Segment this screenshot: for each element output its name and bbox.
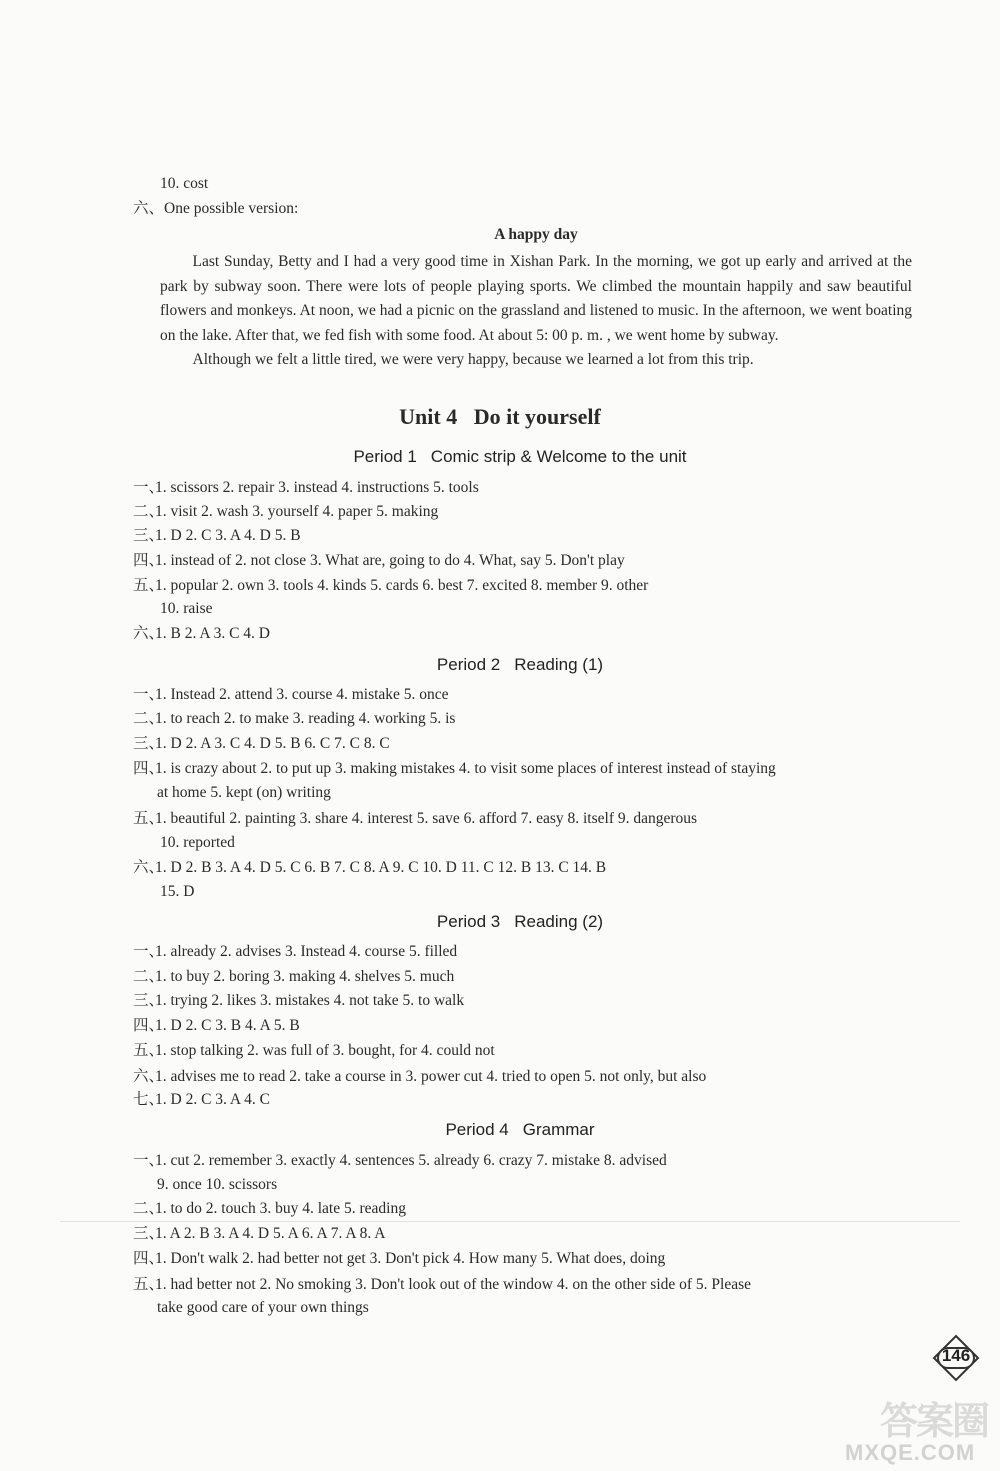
answer-text: 1. D 2. C 3. B 4. A 5. B	[155, 1017, 300, 1034]
answer-text: 1. is crazy about 2. to put up 3. making mistakes 4. to visit some places of interest instead of staying	[155, 760, 776, 777]
section-marker: 七、	[133, 1091, 165, 1108]
answer-text: 1. instead of 2. not close 3. What are, going to do 4. What, say 5. Don't play	[155, 552, 625, 569]
section-marker: 一、	[133, 1152, 165, 1169]
section-marker: 四、	[133, 1250, 165, 1267]
section-marker: 二、	[133, 503, 165, 520]
answer-text: 1. cut 2. remember 3. exactly 4. sentences 5. already 6. crazy 7. mistake 8. advised	[155, 1152, 667, 1169]
intro-text: One possible version:	[164, 200, 299, 217]
answer-text: 1. popular 2. own 3. tools 4. kinds 5. cards 6. best 7. excited 8. member 9. other	[155, 577, 649, 594]
answer-text: 10. reported	[160, 834, 235, 851]
answer-line-continued	[160, 832, 235, 854]
answer-line	[133, 1248, 665, 1270]
answer-line	[133, 501, 438, 523]
answer-line	[133, 1274, 751, 1296]
answer-text: 1. Instead 2. attend 3. course 4. mistake 5. once	[155, 686, 449, 703]
answer-line	[133, 575, 648, 597]
page-number-badge	[932, 1334, 980, 1382]
answer-line-continued	[157, 1174, 277, 1196]
answer-line	[133, 758, 776, 780]
answer-text: 1. D 2. B 3. A 4. D 5. C 6. B 7. C 8. A 9. C 10. D 11. C 12. B 13. C 14. B	[155, 859, 607, 876]
answer-line-continued	[160, 881, 194, 903]
period-name: Period 3	[436, 912, 501, 931]
answer-text: 10. raise	[160, 600, 213, 617]
watermark-logo: 答案圈	[880, 1399, 989, 1443]
answer-line	[133, 525, 301, 547]
period-title: Reading (2)	[514, 912, 604, 931]
answer-line	[133, 1015, 300, 1037]
section-marker: 一、	[133, 686, 165, 703]
section-marker: 一、	[133, 943, 165, 960]
answer-text: take good care of your own things	[157, 1299, 369, 1316]
answer-line	[133, 477, 479, 499]
section-marker: 四、	[133, 552, 165, 569]
answer-line	[133, 733, 390, 755]
answer-text: 1. D 2. C 3. A 4. C	[155, 1091, 270, 1108]
answer-line	[133, 1089, 270, 1111]
answer-line	[133, 1040, 495, 1062]
period-name: Period 4	[445, 1120, 509, 1139]
answer-line	[133, 1150, 667, 1172]
essay-title: A happy day	[494, 226, 578, 243]
answer-text: 1. to do 2. touch 3. buy 4. late 5. reading	[155, 1200, 406, 1217]
period-title: Grammar	[522, 1120, 595, 1139]
answer-text: 1. D 2. A 3. C 4. D 5. B 6. C 7. C 8. C	[155, 735, 390, 752]
section-marker: 三、	[133, 992, 165, 1009]
essay-paragraph-1: Last Sunday, Betty and I had a very good time in Xishan Park. In the morning, we got up early and arrived at the park by subway soon. There were lots of people playing sports. We climbed the mountain happily and saw beautiful flowers and monkeys. At noon, we had a picnic on the grassland and listened to music. In the afternoon, we went boating on the lake. After that, we fed fish with some food. At about 5: 00 p. m. , we went home by subway.	[160, 253, 912, 344]
answer-text: 1. beautiful 2. painting 3. share 4. interest 5. save 6. afford 7. easy 8. itself 9. dangerous	[155, 810, 698, 827]
period-3-heading	[0, 912, 1000, 932]
answer-line	[133, 708, 455, 730]
answer-line	[133, 966, 454, 988]
period-2-heading	[0, 655, 1000, 675]
answer-line	[133, 1223, 385, 1245]
section-marker: 四、	[133, 1017, 165, 1034]
fold-line	[60, 1221, 960, 1222]
answer-text: 1. advises me to read 2. take a course in 3. power cut 4. tried to open 5. not only, but also	[155, 1068, 707, 1085]
section-marker: 六、	[133, 1068, 165, 1085]
section-marker: 三、	[133, 1225, 165, 1242]
section-marker: 三、	[133, 527, 165, 544]
answer-line	[133, 808, 697, 830]
answer-text: 1. B 2. A 3. C 4. D	[155, 625, 270, 642]
answer-text: 1. scissors 2. repair 3. instead 4. instructions 5. tools	[155, 479, 479, 496]
section-marker: 二、	[133, 710, 165, 727]
section-marker: 五、	[133, 1042, 165, 1059]
answer-line	[133, 941, 457, 963]
section-marker: 六、	[133, 859, 165, 876]
answer-line-continued	[157, 782, 331, 804]
answer-text: 1. to reach 2. to make 3. reading 4. working 5. is	[155, 710, 456, 727]
period-title: Reading (1)	[514, 655, 604, 674]
period-1-heading	[0, 447, 1000, 467]
answer-text: 1. D 2. C 3. A 4. D 5. B	[155, 527, 301, 544]
period-4-heading	[0, 1120, 1000, 1140]
answer-text: 9. once 10. scissors	[157, 1176, 278, 1193]
section-six-intro	[133, 198, 298, 220]
section-marker: 六、	[133, 200, 165, 217]
section-marker: 五、	[133, 810, 165, 827]
period-name: Period 1	[353, 447, 417, 466]
unit-title: Unit 4 Do it yourself	[399, 404, 601, 429]
answer-text: 1. had better not 2. No smoking 3. Don't look out of the window 4. on the other side of 5. Please	[155, 1276, 752, 1293]
page-number: 146	[941, 1346, 971, 1365]
cost-line: 10. cost	[160, 175, 209, 192]
answer-line-continued	[157, 1297, 369, 1319]
period-name: Period 2	[436, 655, 501, 674]
answer-line	[133, 1066, 706, 1088]
answer-text: at home 5. kept (on) writing	[157, 784, 331, 801]
answer-line	[133, 857, 606, 879]
essay-body	[160, 250, 912, 373]
section-marker: 二、	[133, 968, 165, 985]
section-marker: 四、	[133, 760, 165, 777]
essay-paragraph-2: Although we felt a little tired, we were very happy, because we learned a lot from this trip.	[192, 351, 754, 368]
section-marker: 二、	[133, 1200, 165, 1217]
answer-text: 1. stop talking 2. was full of 3. bought, for 4. could not	[155, 1042, 495, 1059]
answer-line-continued	[160, 598, 213, 620]
section-marker: 一、	[133, 479, 165, 496]
answer-text: 1. visit 2. wash 3. yourself 4. paper 5. making	[155, 503, 439, 520]
answer-line	[133, 990, 464, 1012]
answer-text: 15. D	[160, 883, 195, 900]
section-marker: 三、	[133, 735, 165, 752]
period-title: Comic strip & Welcome to the unit	[430, 447, 687, 466]
answer-line	[133, 1198, 406, 1220]
watermark-site: MXQE.COM	[845, 1440, 976, 1465]
answer-text: 1. A 2. B 3. A 4. D 5. A 6. A 7. A 8. A	[155, 1225, 386, 1242]
section-marker: 五、	[133, 1276, 165, 1293]
answer-text: 1. trying 2. likes 3. mistakes 4. not take 5. to walk	[155, 992, 465, 1009]
answer-text: 1. already 2. advises 3. Instead 4. course 5. filled	[155, 943, 458, 960]
section-marker: 五、	[133, 577, 165, 594]
answer-line	[133, 684, 449, 706]
answer-text: 1. Don't walk 2. had better not get 3. Don't pick 4. How many 5. What does, doing	[155, 1250, 666, 1267]
answer-line	[133, 623, 270, 645]
answer-line	[133, 550, 625, 572]
section-marker: 六、	[133, 625, 165, 642]
answer-text: 1. to buy 2. boring 3. making 4. shelves 5. much	[155, 968, 455, 985]
